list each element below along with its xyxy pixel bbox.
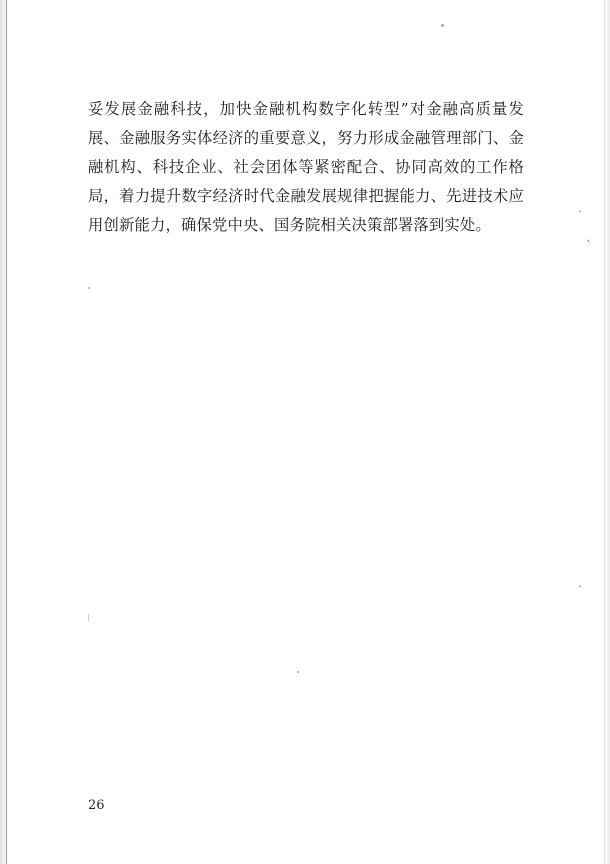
scan-speck-mid	[297, 671, 299, 673]
margin-mark-dot-lower: ·	[578, 580, 582, 593]
document-paragraph: 妥发展金融科技，加快金融机构数字化转型”对金融高质量发展、金融服务实体经济的重要意义，努力形成金融管理部门、金融机构、科技企业、社会团体等紧密配合、协同高效的工作格局，着力提升数字经济时代金融发展规律把握能力、先进技术应用创新能力，确保党中央、国务院相关决策部署落到实处。	[88, 100, 524, 235]
scan-speck-top	[441, 24, 444, 27]
page-edge-line-right	[604, 0, 605, 864]
scan-speck-left	[88, 287, 90, 289]
margin-mark-dot-upper: ·	[578, 205, 582, 218]
page-edge-line-left	[6, 0, 7, 864]
margin-mark-stroke: 、	[586, 231, 597, 244]
page-number: 26	[88, 798, 105, 813]
scan-hairline-left	[88, 614, 89, 621]
